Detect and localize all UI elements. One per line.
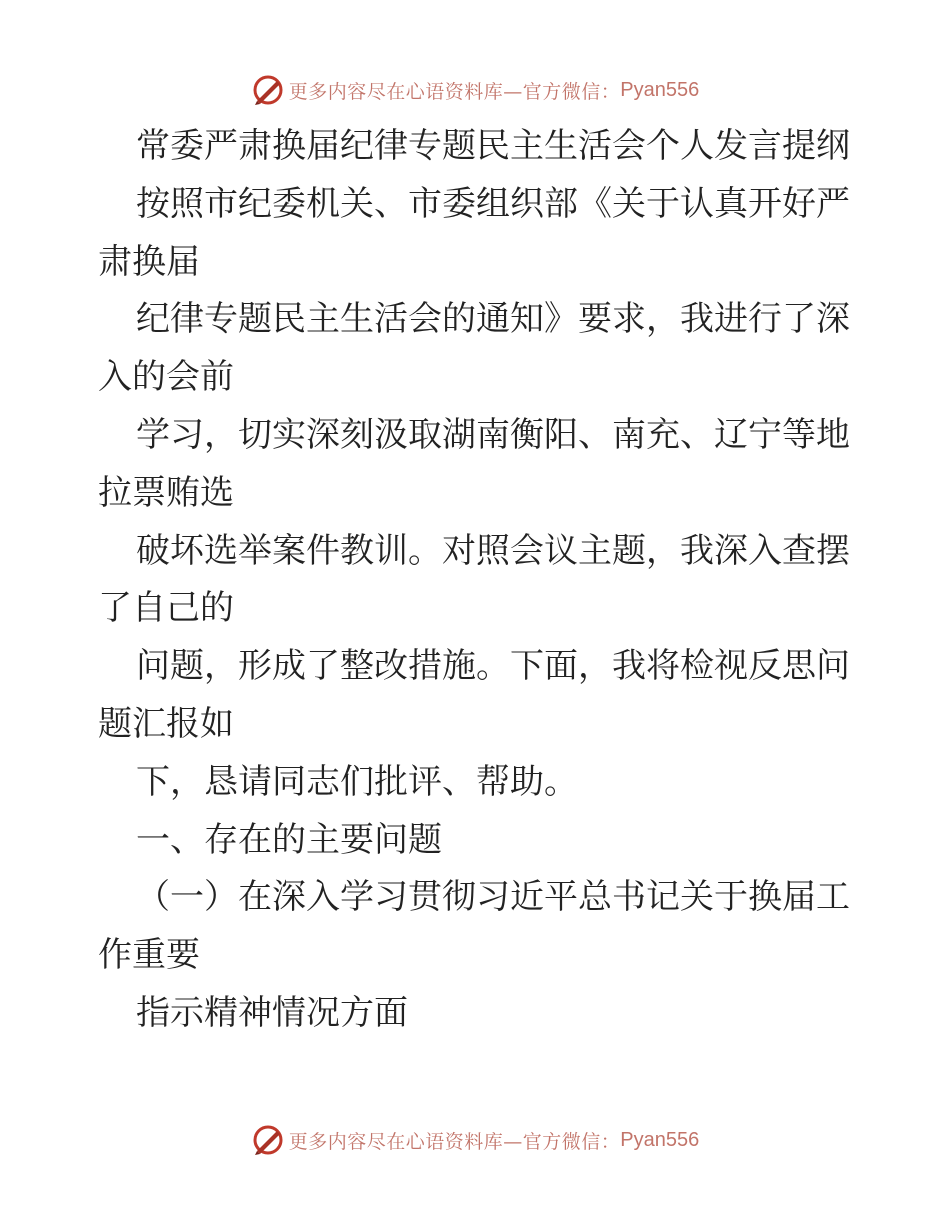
pen-circle-logo-icon [251,73,285,107]
document-body [98,118,858,1043]
document-title: 常委严肃换届纪律专题民主生活会个人发言提纲 [136,126,850,166]
paragraph-line: 按照市纪委机关、市委组织部《关于认真开好严 [136,183,850,224]
paragraph-line: 下，恳请同志们批评、帮助。 [136,761,578,802]
paragraph-line: 学习，切实深刻汲取湖南衡阳、南充、辽宁等地 [136,414,850,455]
watermark-id: Pyan556 [620,1128,700,1151]
subsection-heading: （一）在深入学习贯彻习近平总书记关于换届工 [136,877,850,918]
paragraph-line: 入的会前 [98,357,234,398]
section-heading: 一、存在的主要问题 [136,819,442,860]
paragraph-line: 了自己的 [98,588,234,629]
watermark-footer [0,1120,950,1160]
watermark-id: Pyan556 [620,78,700,101]
paragraph-line: 拉票贿选 [98,472,234,513]
pen-circle-logo-icon [251,1123,285,1157]
paragraph-line: 纪律专题民主生活会的通知》要求，我进行了深 [136,299,850,340]
watermark-header [0,70,950,110]
paragraph-line: 破坏选举案件教训。对照会议主题，我深入查摆 [136,530,850,571]
paragraph-line: 肃换届 [98,241,200,282]
paragraph-line: 指示精神情况方面 [136,992,408,1033]
paragraph-line: 作重要 [98,935,200,976]
watermark-text: 更多内容尽在心语资料库—官方微信： [288,1130,621,1153]
paragraph-line: 问题，形成了整改措施。下面，我将检视反思问 [136,646,850,687]
watermark-text: 更多内容尽在心语资料库—官方微信： [288,80,621,103]
paragraph-line: 题汇报如 [98,703,234,744]
